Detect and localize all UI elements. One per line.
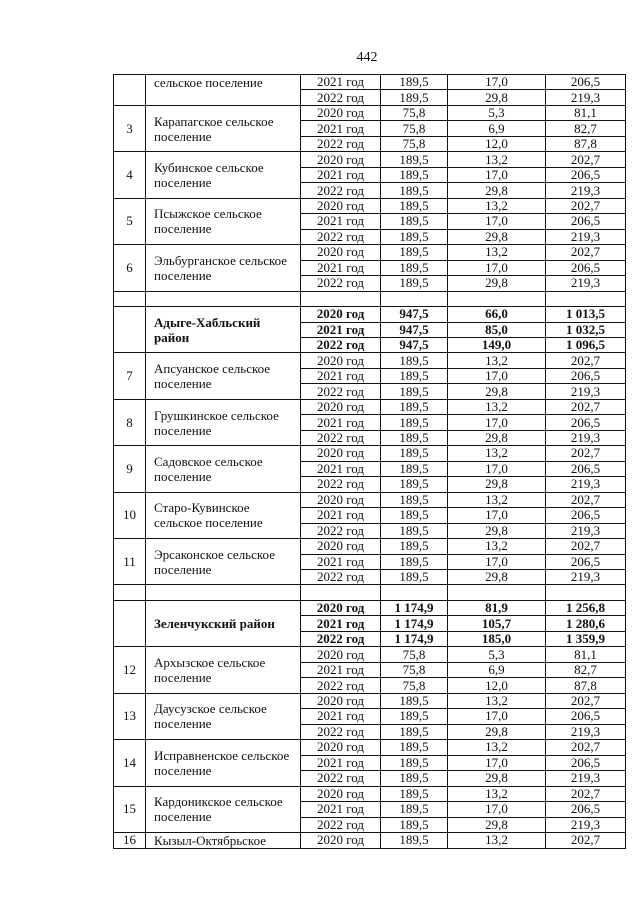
table-row [114, 693, 626, 708]
settlement-name: Псыжское сельское поселение [146, 198, 301, 244]
district-name: Зеленчукский район [146, 600, 301, 646]
year-cell: 2021 год [301, 709, 381, 724]
value-col-2: 149,0 [448, 337, 546, 352]
year-cell: 2022 год [301, 90, 381, 105]
value-col-1: 189,5 [381, 183, 448, 198]
value-col-2: 6,9 [448, 662, 546, 677]
value-col-2: 5,3 [448, 105, 546, 120]
value-col-1: 189,5 [381, 477, 448, 492]
value-col-1: 189,5 [381, 152, 448, 167]
value-col-2: 105,7 [448, 616, 546, 631]
value-col-1: 189,5 [381, 384, 448, 399]
value-col-3: 202,7 [546, 198, 626, 213]
value-col-2: 17,0 [448, 75, 546, 90]
settlement-name: Кубинское сельское поселение [146, 152, 301, 198]
year-cell: 2022 год [301, 276, 381, 291]
year-cell: 2021 год [301, 75, 381, 90]
empty-cell [546, 291, 626, 306]
row-number [114, 307, 146, 353]
value-col-2: 13,2 [448, 198, 546, 213]
value-col-1: 75,8 [381, 647, 448, 662]
value-col-1: 189,5 [381, 724, 448, 739]
value-col-1: 75,8 [381, 136, 448, 151]
year-cell: 2020 год [301, 647, 381, 662]
value-col-1: 189,5 [381, 523, 448, 538]
page-number: 442 [356, 50, 378, 65]
year-cell: 2020 год [301, 600, 381, 615]
year-cell: 2020 год [301, 492, 381, 507]
value-col-3: 206,5 [546, 260, 626, 275]
value-col-2: 29,8 [448, 430, 546, 445]
value-col-3: 206,5 [546, 802, 626, 817]
value-col-1: 1 174,9 [381, 631, 448, 646]
settlement-name: Исправненское сельское поселение [146, 740, 301, 786]
year-cell: 2021 год [301, 755, 381, 770]
year-cell: 2021 год [301, 662, 381, 677]
year-cell: 2022 год [301, 771, 381, 786]
year-cell: 2021 год [301, 368, 381, 383]
value-col-1: 189,5 [381, 461, 448, 476]
value-col-1: 189,5 [381, 771, 448, 786]
row-number: 10 [114, 492, 146, 538]
value-col-3: 219,3 [546, 771, 626, 786]
value-col-1: 189,5 [381, 755, 448, 770]
value-col-1: 1 174,9 [381, 600, 448, 615]
table-row [114, 152, 626, 167]
value-col-3: 1 013,5 [546, 307, 626, 322]
value-col-2: 13,2 [448, 492, 546, 507]
value-col-1: 189,5 [381, 276, 448, 291]
value-col-3: 82,7 [546, 121, 626, 136]
value-col-2: 81,9 [448, 600, 546, 615]
year-cell: 2022 год [301, 817, 381, 832]
year-cell: 2020 год [301, 399, 381, 414]
value-col-1: 75,8 [381, 678, 448, 693]
value-col-3: 219,3 [546, 430, 626, 445]
value-col-3: 202,7 [546, 353, 626, 368]
value-col-3: 219,3 [546, 229, 626, 244]
table-body [114, 75, 626, 849]
value-col-1: 189,5 [381, 709, 448, 724]
year-cell: 2020 год [301, 152, 381, 167]
value-col-2: 29,8 [448, 523, 546, 538]
value-col-2: 17,0 [448, 167, 546, 182]
value-col-2: 29,8 [448, 384, 546, 399]
value-col-2: 6,9 [448, 121, 546, 136]
value-col-1: 189,5 [381, 492, 448, 507]
year-cell: 2021 год [301, 508, 381, 523]
value-col-2: 29,8 [448, 724, 546, 739]
settlement-name: Кардоникское сельское поселение [146, 786, 301, 832]
table-row [114, 492, 626, 507]
value-col-1: 189,5 [381, 832, 448, 848]
settlement-name: Карапагское сельское поселение [146, 105, 301, 151]
value-col-2: 12,0 [448, 678, 546, 693]
year-cell: 2022 год [301, 337, 381, 352]
year-cell: 2021 год [301, 167, 381, 182]
value-col-1: 189,5 [381, 399, 448, 414]
value-col-3: 219,3 [546, 570, 626, 585]
year-cell: 2020 год [301, 693, 381, 708]
value-col-2: 13,2 [448, 446, 546, 461]
table-row [114, 446, 626, 461]
row-number: 12 [114, 647, 146, 693]
year-cell: 2022 год [301, 430, 381, 445]
value-col-1: 189,5 [381, 786, 448, 801]
value-col-3: 206,5 [546, 461, 626, 476]
value-col-1: 189,5 [381, 245, 448, 260]
value-col-1: 189,5 [381, 430, 448, 445]
row-number: 7 [114, 353, 146, 399]
spacer-row [114, 291, 626, 306]
value-col-2: 29,8 [448, 477, 546, 492]
value-col-2: 17,0 [448, 554, 546, 569]
settlement-name: Апсуанское сельское поселение [146, 353, 301, 399]
year-cell: 2022 год [301, 477, 381, 492]
value-col-1: 189,5 [381, 817, 448, 832]
value-col-2: 17,0 [448, 214, 546, 229]
year-cell: 2022 год [301, 631, 381, 646]
row-number: 5 [114, 198, 146, 244]
value-col-1: 75,8 [381, 121, 448, 136]
value-col-3: 219,3 [546, 276, 626, 291]
empty-cell [146, 585, 301, 600]
settlement-name: сельское поселение [146, 75, 301, 106]
value-col-2: 29,8 [448, 183, 546, 198]
value-col-1: 189,5 [381, 802, 448, 817]
district-name: Адыге-Хабльский район [146, 307, 301, 353]
value-col-3: 206,5 [546, 755, 626, 770]
spacer-row [114, 585, 626, 600]
value-col-2: 29,8 [448, 817, 546, 832]
year-cell: 2022 год [301, 384, 381, 399]
value-col-3: 206,5 [546, 167, 626, 182]
value-col-3: 87,8 [546, 678, 626, 693]
year-cell: 2022 год [301, 183, 381, 198]
value-col-1: 189,5 [381, 740, 448, 755]
value-col-1: 189,5 [381, 570, 448, 585]
value-col-3: 219,3 [546, 817, 626, 832]
value-col-2: 29,8 [448, 229, 546, 244]
settlement-name: Эльбурганское сельское поселение [146, 245, 301, 291]
district-total-row [114, 307, 626, 322]
row-number [114, 600, 146, 646]
year-cell: 2020 год [301, 307, 381, 322]
value-col-3: 206,5 [546, 508, 626, 523]
value-col-1: 189,5 [381, 214, 448, 229]
value-col-2: 29,8 [448, 90, 546, 105]
table-row [114, 786, 626, 801]
year-cell: 2021 год [301, 121, 381, 136]
year-cell: 2020 год [301, 832, 381, 848]
value-col-3: 219,3 [546, 90, 626, 105]
value-col-3: 206,5 [546, 709, 626, 724]
value-col-3: 206,5 [546, 554, 626, 569]
value-col-3: 202,7 [546, 693, 626, 708]
value-col-1: 189,5 [381, 508, 448, 523]
empty-cell [448, 291, 546, 306]
value-col-2: 66,0 [448, 307, 546, 322]
value-col-3: 202,7 [546, 786, 626, 801]
year-cell: 2021 год [301, 554, 381, 569]
table-row [114, 198, 626, 213]
table-row [114, 75, 626, 90]
empty-cell [114, 291, 146, 306]
year-cell: 2022 год [301, 523, 381, 538]
value-col-3: 202,7 [546, 152, 626, 167]
row-number: 6 [114, 245, 146, 291]
settlement-name: Архызское сельское поселение [146, 647, 301, 693]
row-number: 4 [114, 152, 146, 198]
value-col-3: 1 359,9 [546, 631, 626, 646]
value-col-3: 219,3 [546, 477, 626, 492]
value-col-2: 17,0 [448, 461, 546, 476]
value-col-3: 202,7 [546, 740, 626, 755]
value-col-3: 202,7 [546, 446, 626, 461]
value-col-1: 189,5 [381, 539, 448, 554]
empty-cell [146, 291, 301, 306]
year-cell: 2022 год [301, 229, 381, 244]
value-col-2: 17,0 [448, 415, 546, 430]
value-col-3: 202,7 [546, 399, 626, 414]
value-col-2: 17,0 [448, 368, 546, 383]
value-col-3: 202,7 [546, 492, 626, 507]
value-col-1: 189,5 [381, 90, 448, 105]
value-col-3: 219,3 [546, 183, 626, 198]
value-col-1: 947,5 [381, 322, 448, 337]
value-col-3: 202,7 [546, 539, 626, 554]
value-col-3: 219,3 [546, 523, 626, 538]
table-row [114, 740, 626, 755]
empty-cell [301, 291, 381, 306]
value-col-1: 189,5 [381, 167, 448, 182]
value-col-3: 82,7 [546, 662, 626, 677]
year-cell: 2022 год [301, 570, 381, 585]
year-cell: 2021 год [301, 214, 381, 229]
table-row [114, 353, 626, 368]
year-cell: 2020 год [301, 105, 381, 120]
value-col-3: 87,8 [546, 136, 626, 151]
settlement-name: Даусузское сельское поселение [146, 693, 301, 739]
value-col-1: 1 174,9 [381, 616, 448, 631]
row-number: 3 [114, 105, 146, 151]
row-number: 15 [114, 786, 146, 832]
value-col-1: 189,5 [381, 75, 448, 90]
value-col-2: 17,0 [448, 508, 546, 523]
value-col-2: 13,2 [448, 693, 546, 708]
year-cell: 2022 год [301, 136, 381, 151]
year-cell: 2022 год [301, 724, 381, 739]
value-col-2: 13,2 [448, 539, 546, 554]
empty-cell [381, 291, 448, 306]
value-col-1: 189,5 [381, 368, 448, 383]
value-col-2: 29,8 [448, 771, 546, 786]
value-col-1: 75,8 [381, 662, 448, 677]
settlement-name: Грушкинское сельское поселение [146, 399, 301, 445]
table-row [114, 105, 626, 120]
row-number: 11 [114, 539, 146, 585]
year-cell: 2021 год [301, 260, 381, 275]
value-col-2: 13,2 [448, 399, 546, 414]
year-cell: 2020 год [301, 786, 381, 801]
value-col-3: 206,5 [546, 368, 626, 383]
value-col-1: 189,5 [381, 198, 448, 213]
value-col-3: 1 256,8 [546, 600, 626, 615]
year-cell: 2022 год [301, 678, 381, 693]
empty-cell [301, 585, 381, 600]
year-cell: 2021 год [301, 461, 381, 476]
value-col-2: 13,2 [448, 832, 546, 848]
value-col-3: 81,1 [546, 647, 626, 662]
value-col-2: 17,0 [448, 709, 546, 724]
row-number: 8 [114, 399, 146, 445]
value-col-1: 189,5 [381, 229, 448, 244]
year-cell: 2021 год [301, 616, 381, 631]
value-col-3: 219,3 [546, 384, 626, 399]
row-number: 16 [114, 832, 146, 848]
value-col-3: 202,7 [546, 832, 626, 848]
value-col-1: 189,5 [381, 260, 448, 275]
year-cell: 2020 год [301, 245, 381, 260]
value-col-1: 189,5 [381, 693, 448, 708]
value-col-2: 13,2 [448, 152, 546, 167]
value-col-2: 17,0 [448, 755, 546, 770]
value-col-3: 1 280,6 [546, 616, 626, 631]
empty-cell [546, 585, 626, 600]
value-col-2: 17,0 [448, 260, 546, 275]
row-number: 9 [114, 446, 146, 492]
value-col-3: 1 032,5 [546, 322, 626, 337]
table-row [114, 399, 626, 414]
table-row [114, 245, 626, 260]
value-col-3: 206,5 [546, 75, 626, 90]
year-cell: 2021 год [301, 322, 381, 337]
value-col-1: 75,8 [381, 105, 448, 120]
value-col-2: 17,0 [448, 802, 546, 817]
value-col-2: 13,2 [448, 786, 546, 801]
row-number [114, 75, 146, 106]
settlement-name: Эрсаконское сельское поселение [146, 539, 301, 585]
value-col-2: 13,2 [448, 740, 546, 755]
year-cell: 2020 год [301, 198, 381, 213]
budget-table [113, 74, 626, 849]
table-row [114, 647, 626, 662]
year-cell: 2020 год [301, 539, 381, 554]
year-cell: 2020 год [301, 353, 381, 368]
value-col-2: 13,2 [448, 245, 546, 260]
year-cell: 2021 год [301, 415, 381, 430]
value-col-1: 189,5 [381, 554, 448, 569]
value-col-1: 947,5 [381, 307, 448, 322]
table-row [114, 539, 626, 554]
settlement-name: Старо-Кувинское сельское поселение [146, 492, 301, 538]
empty-cell [448, 585, 546, 600]
settlement-name: Садовское сельское поселение [146, 446, 301, 492]
year-cell: 2020 год [301, 740, 381, 755]
district-total-row [114, 600, 626, 615]
value-col-3: 202,7 [546, 245, 626, 260]
year-cell: 2021 год [301, 802, 381, 817]
value-col-2: 185,0 [448, 631, 546, 646]
empty-cell [381, 585, 448, 600]
value-col-1: 947,5 [381, 337, 448, 352]
value-col-2: 85,0 [448, 322, 546, 337]
settlement-name: Кызыл-Октябрьское [146, 832, 301, 848]
value-col-1: 189,5 [381, 353, 448, 368]
value-col-2: 13,2 [448, 353, 546, 368]
value-col-3: 1 096,5 [546, 337, 626, 352]
value-col-2: 12,0 [448, 136, 546, 151]
row-number: 14 [114, 740, 146, 786]
value-col-1: 189,5 [381, 415, 448, 430]
value-col-2: 5,3 [448, 647, 546, 662]
value-col-3: 206,5 [546, 214, 626, 229]
value-col-3: 206,5 [546, 415, 626, 430]
value-col-1: 189,5 [381, 446, 448, 461]
value-col-3: 219,3 [546, 724, 626, 739]
empty-cell [114, 585, 146, 600]
value-col-2: 29,8 [448, 570, 546, 585]
row-number: 13 [114, 693, 146, 739]
value-col-3: 81,1 [546, 105, 626, 120]
year-cell: 2020 год [301, 446, 381, 461]
value-col-2: 29,8 [448, 276, 546, 291]
table-row [114, 832, 626, 848]
